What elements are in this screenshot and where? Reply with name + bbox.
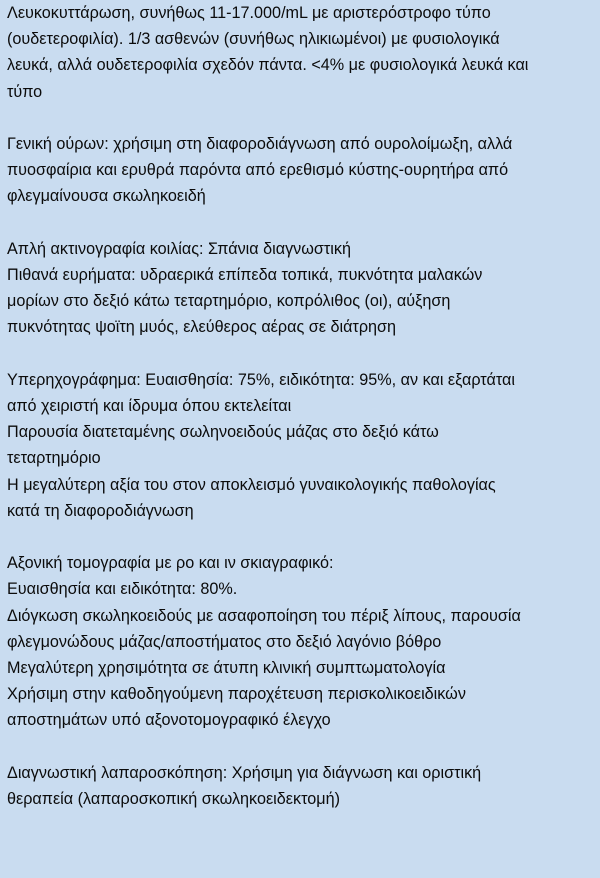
text-line: αποστημάτων υπό αξονοτομογραφικό έλεγχο — [7, 711, 331, 730]
section-spacer — [7, 734, 592, 760]
ultrasound-section — [7, 367, 592, 524]
text-line: θεραπεία (λαπαροσκοπική σκωληκοειδεκτομή) — [7, 790, 340, 809]
text-line: Αξονική τομογραφία με ρο και ιν σκιαγραφικό: — [7, 554, 334, 573]
text-line: φλεγμαίνουσα σκωληκοειδή — [7, 187, 206, 206]
text-line: Πιθανά ευρήματα: υδραερικά επίπεδα τοπικά, πυκνότητα μαλακών — [7, 266, 483, 284]
section-spacer — [7, 210, 592, 236]
text-line: Διαγνωστική λαπαροσκόπηση: Χρήσιμη για διάγνωση και οριστική — [7, 763, 482, 782]
text-line: Μεγαλύτερη χρησιμότητα σε άτυπη κλινική συμπτωματολογία — [7, 659, 446, 678]
text-line: τεταρτημόριο — [7, 449, 101, 468]
text-line: λευκά, αλλά ουδετεροφιλία σχεδόν πάντα. <4% με φυσιολογικά λευκά και — [7, 56, 529, 75]
text-line: Χρήσιμη στην καθοδηγούμενη παροχέτευση περισκολικοειδικών — [7, 685, 466, 704]
urinalysis-section — [7, 131, 592, 210]
text-line: πυκνότητας ψοϊτη μυός, ελεύθερος αέρας σε διάτρηση — [7, 318, 397, 337]
text-line: Ευαισθησία και ειδικότητα: 80%. — [7, 580, 238, 599]
abdominal-xray-section — [7, 236, 592, 341]
text-line: Απλή ακτινογραφία κοιλίας: Σπάνια διαγνωστική — [7, 239, 351, 258]
text-line: Η μεγαλύτερη αξία του στον αποκλεισμό γυναικολογικής παθολογίας — [7, 475, 496, 494]
text-line: Υπερηχογράφημα: Ευαισθησία: 75%, ειδικότητα: 95%, αν και εξαρτάται — [7, 370, 515, 389]
text-line: Διόγκωση σκωληκοειδούς με ασαφοποίηση του πέριξ λίπους, παρουσία — [7, 606, 521, 625]
text-line: Γενική ούρων: χρήσιμη στη διαφοροδιάγνωση από ουρολοίμωξη, αλλά — [7, 135, 513, 153]
text-line: (ουδετεροφιλία). 1/3 ασθενών (συνήθως ηλικιωμένοι) με φυσιολογικά — [7, 30, 500, 49]
text-line: Παρουσία διατεταμένης σωληνοειδούς μάζας στο δεξιό κάτω — [7, 423, 439, 442]
text-line: μορίων στο δεξιό κάτω τεταρτημόριο, κοπρόλιθος (οι), αύξηση — [7, 292, 451, 311]
section-spacer — [7, 341, 592, 367]
text-line: πυοσφαίρια και ερυθρά παρόντα από ερεθισμό κύστης-ουρητήρα από — [7, 161, 509, 180]
ct-scan-section — [7, 550, 592, 733]
section-spacer — [7, 524, 592, 550]
text-line: κατά τη διαφοροδιάγνωση — [7, 501, 194, 520]
section-spacer — [7, 105, 592, 131]
laparoscopy-section — [7, 760, 592, 812]
text-line: τύπο — [7, 82, 43, 101]
leukocytosis-section — [7, 0, 592, 105]
text-line: από χειριστή και ίδρυμα όπου εκτελείται — [7, 397, 292, 415]
text-line: Λευκοκυττάρωση, συνήθως 11-17.000/mL με αριστερόστροφο τύπο — [7, 4, 491, 22]
text-line: φλεγμονώδους μάζας/αποστήματος στο δεξιό λαγόνιο βόθρο — [7, 632, 442, 651]
